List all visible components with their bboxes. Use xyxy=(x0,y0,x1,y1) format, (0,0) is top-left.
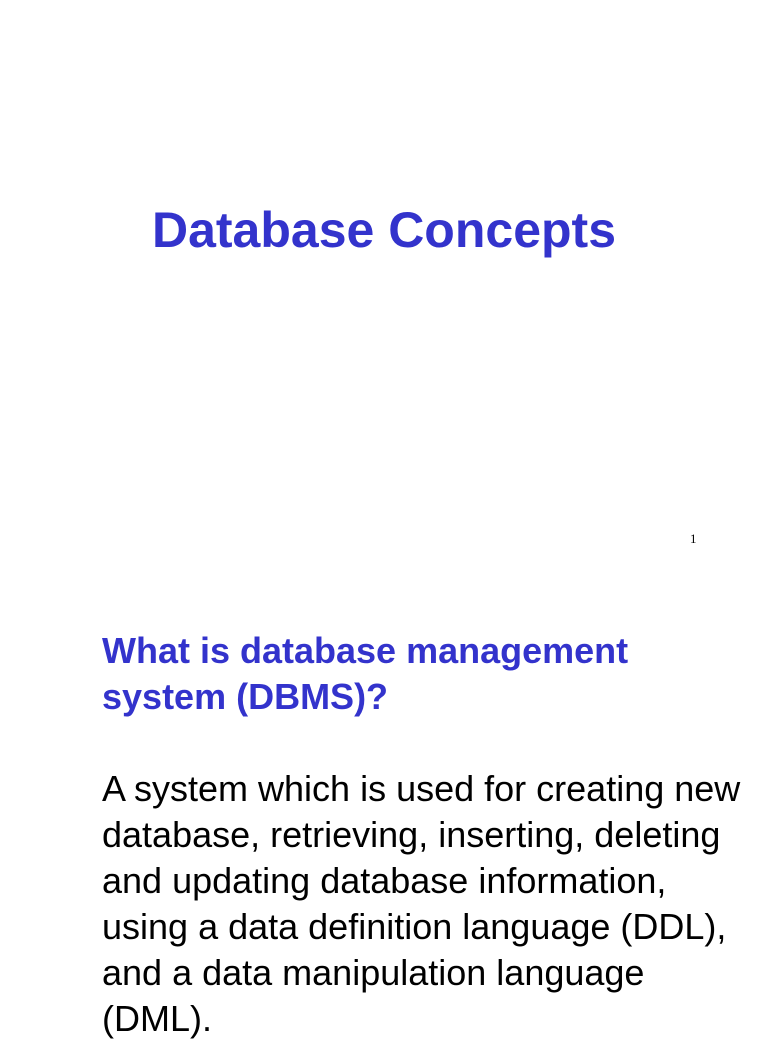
answer-text: A system which is used for creating new database, retrieving, inserting, deleting and updating database information, using a data definition language (DDL), and a data manipulation language (DML). xyxy=(102,768,741,1039)
slide-title: Database Concepts xyxy=(151,202,617,258)
slide-2 xyxy=(0,580,768,1039)
question-heading: What is database management system (DBMS)? xyxy=(102,630,629,717)
page-number: 1 xyxy=(690,531,697,546)
